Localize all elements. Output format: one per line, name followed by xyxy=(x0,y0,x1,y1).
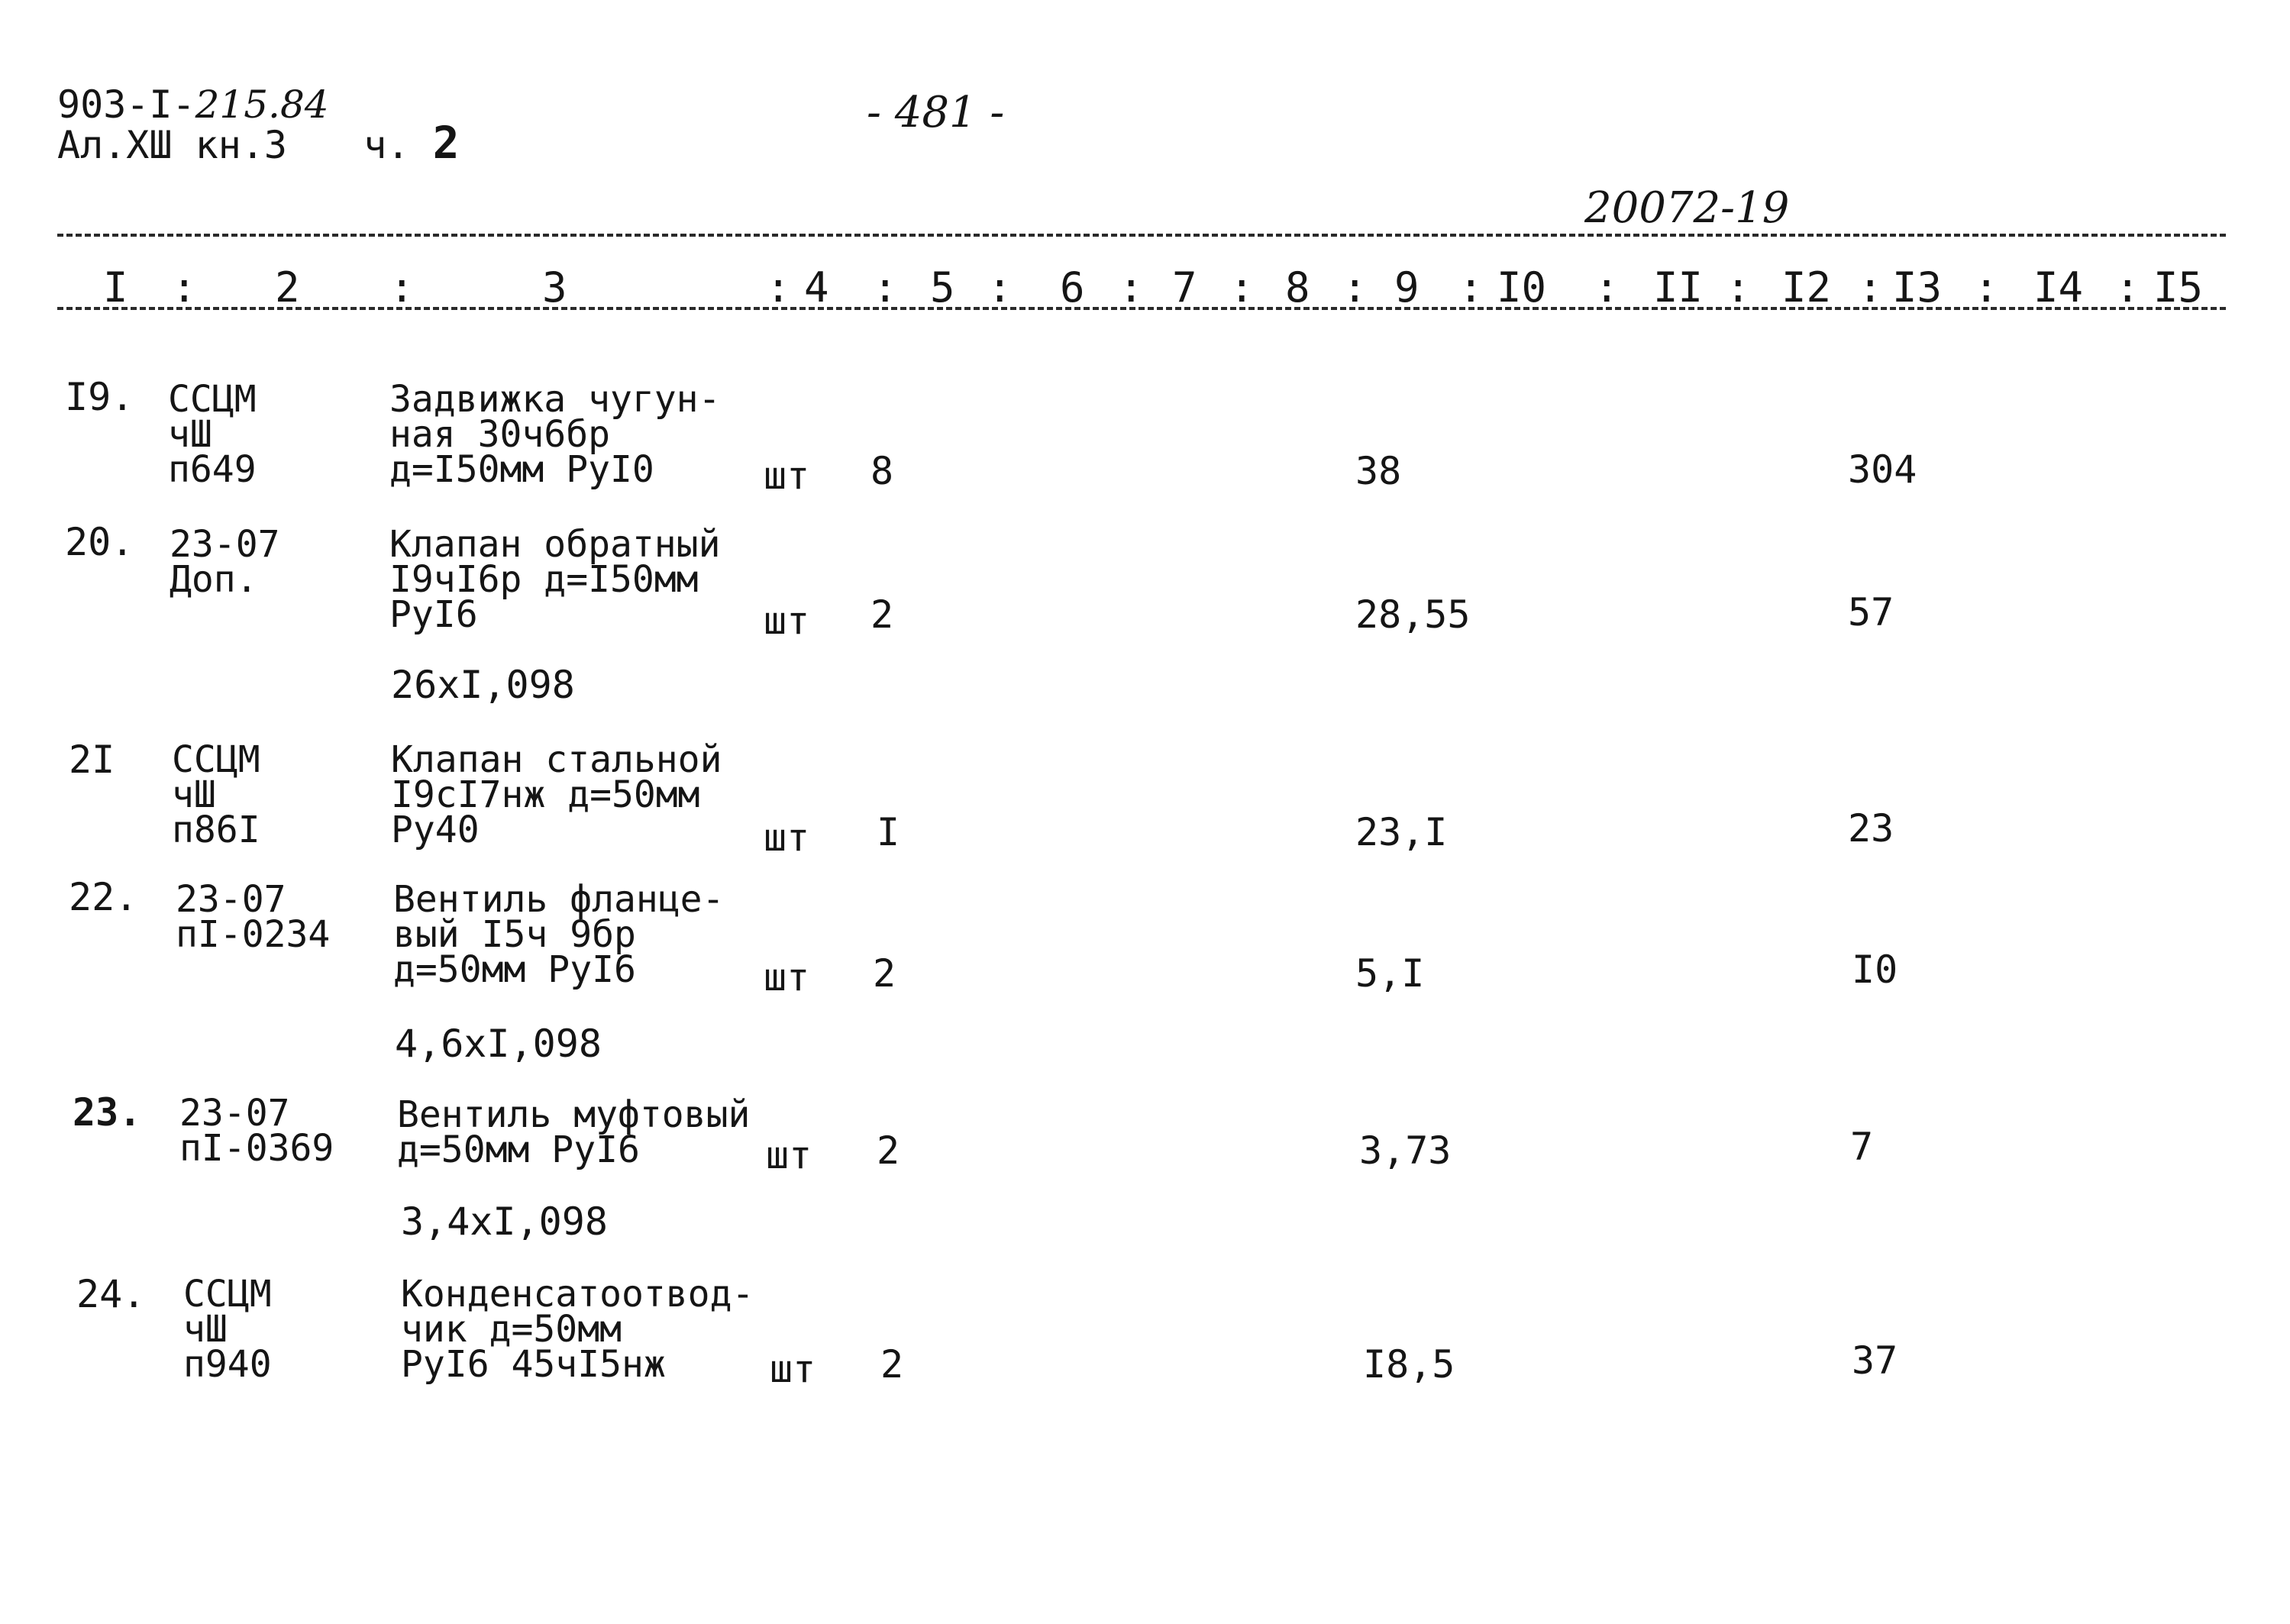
col-num-15: I5 xyxy=(2153,263,2204,312)
row-code xyxy=(172,738,260,851)
row-price: 5,I xyxy=(1355,951,1425,996)
row-code xyxy=(176,878,331,956)
row-name xyxy=(389,523,721,636)
row-code xyxy=(170,523,280,601)
row-number: 23. xyxy=(73,1090,142,1135)
col-num-2: 2 xyxy=(275,263,300,312)
col-sep: : xyxy=(1119,263,1144,312)
col-sep: : xyxy=(1342,263,1368,312)
header-top-rule xyxy=(57,234,2226,237)
col-num-4: 4 xyxy=(804,263,829,312)
part-label: ч. xyxy=(363,123,410,167)
row-number: 20. xyxy=(65,520,134,564)
row-code-line: п86I xyxy=(172,809,260,851)
row-name-line: д=50мм РуI6 xyxy=(397,1128,640,1171)
row-qty: 2 xyxy=(873,951,896,996)
row-total: 7 xyxy=(1850,1125,1874,1169)
row-calculation: 26хI,098 xyxy=(391,663,575,707)
row-price: 23,I xyxy=(1355,810,1448,854)
col-sep: : xyxy=(987,263,1013,312)
row-unit: шт xyxy=(766,1133,812,1177)
row-code-line: Доп. xyxy=(170,558,258,601)
row-price: I8,5 xyxy=(1363,1342,1455,1387)
col-num-11: II xyxy=(1653,263,1704,312)
row-name-line: Клапан обратный xyxy=(389,523,721,566)
col-num-10: I0 xyxy=(1497,263,1547,312)
row-price: 28,55 xyxy=(1355,592,1471,637)
row-unit: шт xyxy=(764,454,810,498)
row-name-line: Конденсатоотвод- xyxy=(401,1273,754,1316)
row-name xyxy=(389,378,721,491)
row-price: 3,73 xyxy=(1359,1128,1452,1173)
row-name xyxy=(393,878,725,991)
row-name-line: Клапан стальной xyxy=(391,738,722,781)
row-name xyxy=(391,738,722,851)
col-num-5: 5 xyxy=(930,263,955,312)
row-code-line: пI-0369 xyxy=(179,1127,334,1170)
col-sep: : xyxy=(1726,263,1751,312)
row-name-line: Вентиль муфтовый xyxy=(397,1093,751,1136)
row-qty: 2 xyxy=(870,592,894,637)
row-unit: шт xyxy=(764,599,810,643)
row-qty: I xyxy=(877,810,900,854)
row-code-line: п940 xyxy=(183,1343,272,1386)
row-total: 304 xyxy=(1848,447,1917,492)
col-num-9: 9 xyxy=(1394,263,1420,312)
col-num-1: I xyxy=(103,263,128,312)
row-name-line: д=50мм РуI6 xyxy=(393,948,636,991)
col-num-12: I2 xyxy=(1781,263,1832,312)
row-name-line: Ру40 xyxy=(391,809,480,851)
col-num-6: 6 xyxy=(1060,263,1085,312)
col-num-8: 8 xyxy=(1285,263,1310,312)
row-name-line: ная 30ч6бр xyxy=(389,413,610,456)
row-code-line: пI-0234 xyxy=(176,913,331,956)
row-code-line: CCЦМ xyxy=(183,1273,272,1316)
row-name-line: РуI6 xyxy=(389,593,478,636)
col-sep: : xyxy=(389,263,415,312)
row-unit: шт xyxy=(764,955,810,999)
row-code xyxy=(179,1092,334,1170)
col-sep: : xyxy=(873,263,898,312)
col-num-14: I4 xyxy=(2033,263,2084,312)
row-code-line: 23-07 xyxy=(170,523,280,566)
row-name xyxy=(401,1273,754,1386)
row-name-line: Задвижка чугун- xyxy=(389,378,721,421)
row-price: 38 xyxy=(1355,449,1402,493)
album-line: Ал.XШ кн.3 xyxy=(57,123,288,167)
col-sep: : xyxy=(1858,263,1883,312)
row-code-line: п649 xyxy=(168,448,257,491)
col-num-3: 3 xyxy=(542,263,567,312)
col-sep: : xyxy=(172,263,197,312)
row-total: 23 xyxy=(1848,806,1894,851)
row-code xyxy=(183,1273,272,1386)
row-code-line: 23-07 xyxy=(176,878,286,921)
row-name-line: д=I50мм РуI0 xyxy=(389,448,654,491)
row-number: 2I xyxy=(69,738,115,782)
document-code-prefix: 903-I- xyxy=(57,82,195,127)
row-name-line: чик д=50мм xyxy=(401,1308,622,1351)
row-calculation: 3,4хI,098 xyxy=(401,1199,608,1244)
row-name-line: I9чI6р д=I50мм xyxy=(389,558,699,601)
row-unit: шт xyxy=(770,1347,816,1391)
row-name-line: I9сI7нж д=50мм xyxy=(391,773,700,816)
col-sep: : xyxy=(1229,263,1255,312)
page-number: - 481 - xyxy=(867,88,1005,137)
col-sep: : xyxy=(1974,263,1999,312)
row-name xyxy=(397,1093,751,1171)
row-code-line: CCЦМ xyxy=(168,378,257,421)
row-code-line: чШ xyxy=(183,1308,228,1351)
col-num-7: 7 xyxy=(1172,263,1197,312)
row-number: I9. xyxy=(65,375,134,419)
row-calculation: 4,6хI,098 xyxy=(395,1022,602,1066)
col-num-13: I3 xyxy=(1892,263,1943,312)
row-total: 37 xyxy=(1852,1338,1898,1383)
row-number: 22. xyxy=(69,875,138,919)
col-sep: : xyxy=(1594,263,1620,312)
row-name-line: РуI6 45чI5нж xyxy=(401,1343,666,1386)
row-code-line: чШ xyxy=(172,773,216,816)
part-number: 2 xyxy=(432,117,460,169)
album-info xyxy=(57,117,460,169)
row-number: 24. xyxy=(76,1272,146,1316)
row-code-line: CCЦМ xyxy=(172,738,260,781)
row-code-line: чШ xyxy=(168,413,212,456)
col-sep: : xyxy=(1458,263,1484,312)
row-name-line: Вентиль фланце- xyxy=(393,878,725,921)
row-total: 57 xyxy=(1848,590,1894,634)
row-total: I0 xyxy=(1852,948,1898,992)
row-code xyxy=(168,378,257,491)
row-qty: 8 xyxy=(870,449,894,493)
col-sep: : xyxy=(2115,263,2140,312)
col-sep: : xyxy=(766,263,791,312)
row-unit: шт xyxy=(764,815,810,860)
row-name-line: вый I5ч 9бр xyxy=(393,913,636,956)
sheet-code: 20072-19 xyxy=(1584,183,1790,233)
row-qty: 2 xyxy=(880,1342,904,1387)
row-code-line: 23-07 xyxy=(179,1092,290,1135)
row-qty: 2 xyxy=(877,1128,900,1173)
document-code-handwritten: 215.84 xyxy=(195,82,329,127)
document-code xyxy=(57,82,329,127)
